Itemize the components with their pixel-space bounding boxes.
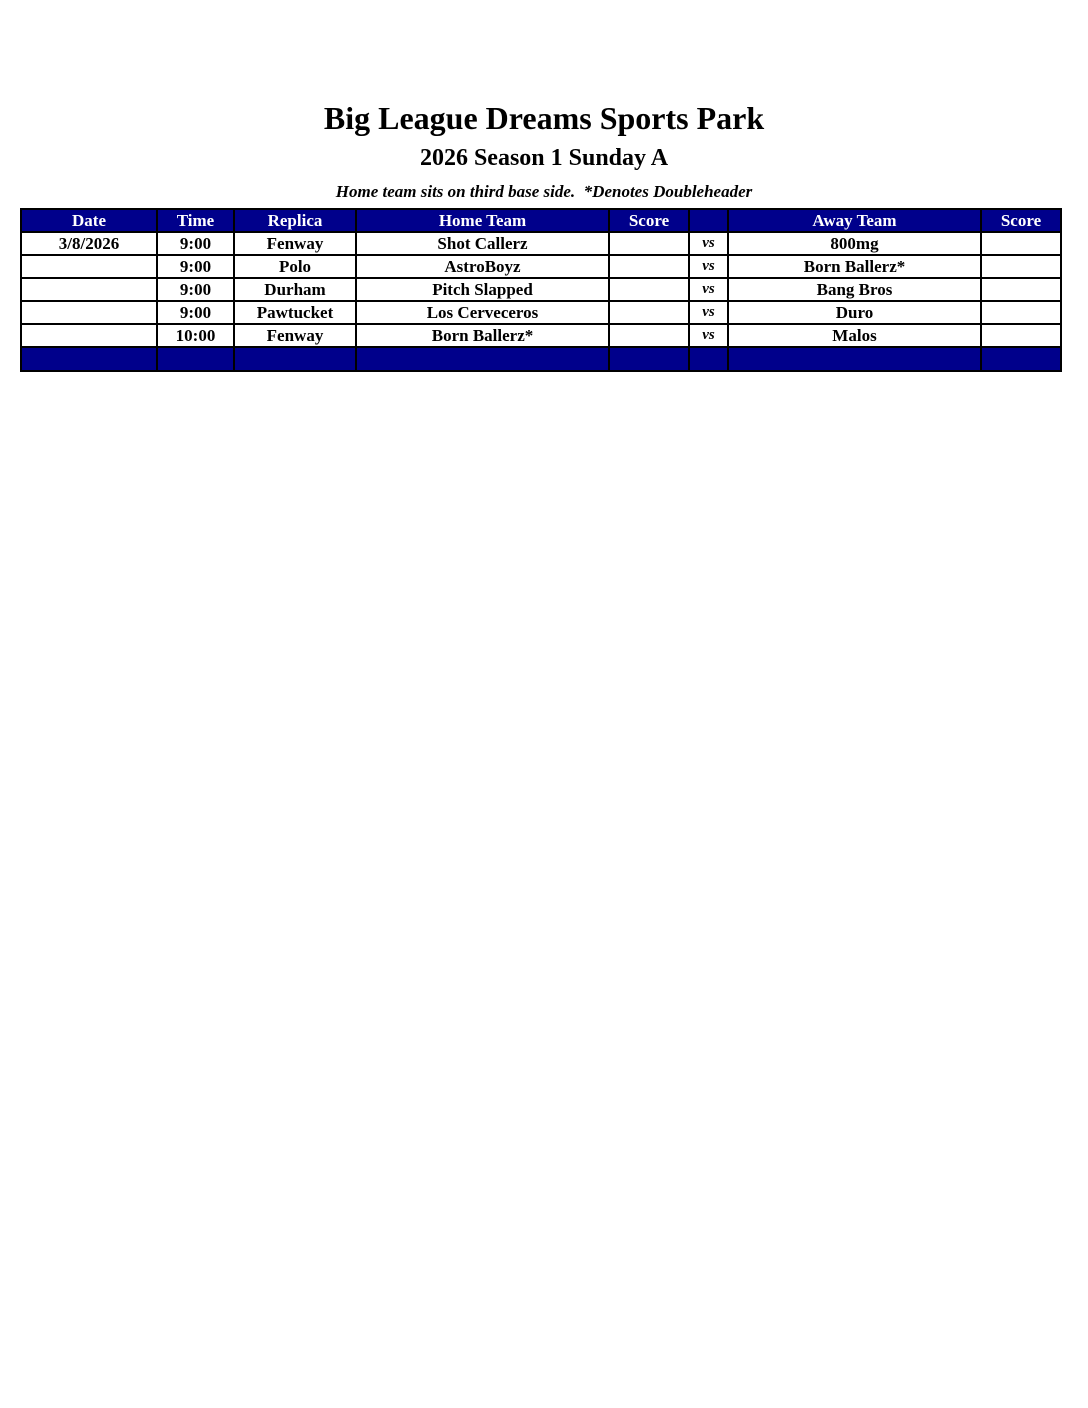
home-score-cell <box>609 301 689 324</box>
date-cell <box>21 255 157 278</box>
time-cell: 9:00 <box>157 232 234 255</box>
vs-cell: vs <box>689 232 728 255</box>
replica-header: Replica <box>234 209 356 232</box>
away-team-header: Away Team <box>728 209 981 232</box>
table-row <box>21 232 1061 255</box>
time-cell: 9:00 <box>157 301 234 324</box>
vs-cell: vs <box>689 324 728 347</box>
footer-cell <box>234 347 356 371</box>
home-team-cell: Pitch Slapped <box>356 278 609 301</box>
footer-cell <box>157 347 234 371</box>
footer-cell <box>356 347 609 371</box>
table-row <box>21 255 1061 278</box>
header-row <box>21 209 1061 232</box>
replica-cell: Polo <box>234 255 356 278</box>
home-team-header: Home Team <box>356 209 609 232</box>
away-score-cell <box>981 278 1061 301</box>
footer-cell <box>689 347 728 371</box>
table-row <box>21 324 1061 347</box>
schedule-note: Home team sits on third base side. *Denotes Doubleheader <box>335 182 753 201</box>
replica-cell: Fenway <box>234 232 356 255</box>
home-score-cell <box>609 324 689 347</box>
table-row <box>21 278 1061 301</box>
home-score-cell <box>609 232 689 255</box>
home-score-cell <box>609 278 689 301</box>
replica-cell: Durham <box>234 278 356 301</box>
away-score-cell <box>981 255 1061 278</box>
home-team-cell: AstroBoyz <box>356 255 609 278</box>
vs-cell: vs <box>689 301 728 324</box>
home-team-cell: Los Cerveceros <box>356 301 609 324</box>
away-team-cell: Bang Bros <box>728 278 981 301</box>
replica-cell: Pawtucket <box>234 301 356 324</box>
time-cell: 10:00 <box>157 324 234 347</box>
page-title: Big League Dreams Sports Park <box>323 100 765 136</box>
home-score-cell <box>609 255 689 278</box>
time-header: Time <box>157 209 234 232</box>
footer-cell <box>609 347 689 371</box>
date-cell: 3/8/2026 <box>21 232 157 255</box>
footer-row <box>21 347 1061 371</box>
footer-cell <box>728 347 981 371</box>
footer-cell <box>981 347 1061 371</box>
home-team-cell: Shot Callerz <box>356 232 609 255</box>
footer-cell <box>21 347 157 371</box>
replica-cell: Fenway <box>234 324 356 347</box>
date-header: Date <box>21 209 157 232</box>
away-score-cell <box>981 324 1061 347</box>
away-score-cell <box>981 232 1061 255</box>
away-score-cell <box>981 301 1061 324</box>
vs-cell: vs <box>689 278 728 301</box>
away-score-header: Score <box>981 209 1061 232</box>
date-cell <box>21 324 157 347</box>
page-subtitle: 2026 Season 1 Sunday A <box>419 145 669 171</box>
vs-cell: vs <box>689 255 728 278</box>
time-cell: 9:00 <box>157 278 234 301</box>
table-row <box>21 301 1061 324</box>
vs-header <box>689 209 728 232</box>
date-cell <box>21 278 157 301</box>
home-team-cell: Born Ballerz* <box>356 324 609 347</box>
home-score-header: Score <box>609 209 689 232</box>
away-team-cell: Malos <box>728 324 981 347</box>
date-cell <box>21 301 157 324</box>
time-cell: 9:00 <box>157 255 234 278</box>
away-team-cell: 800mg <box>728 232 981 255</box>
schedule-table <box>20 208 1062 372</box>
away-team-cell: Duro <box>728 301 981 324</box>
away-team-cell: Born Ballerz* <box>728 255 981 278</box>
